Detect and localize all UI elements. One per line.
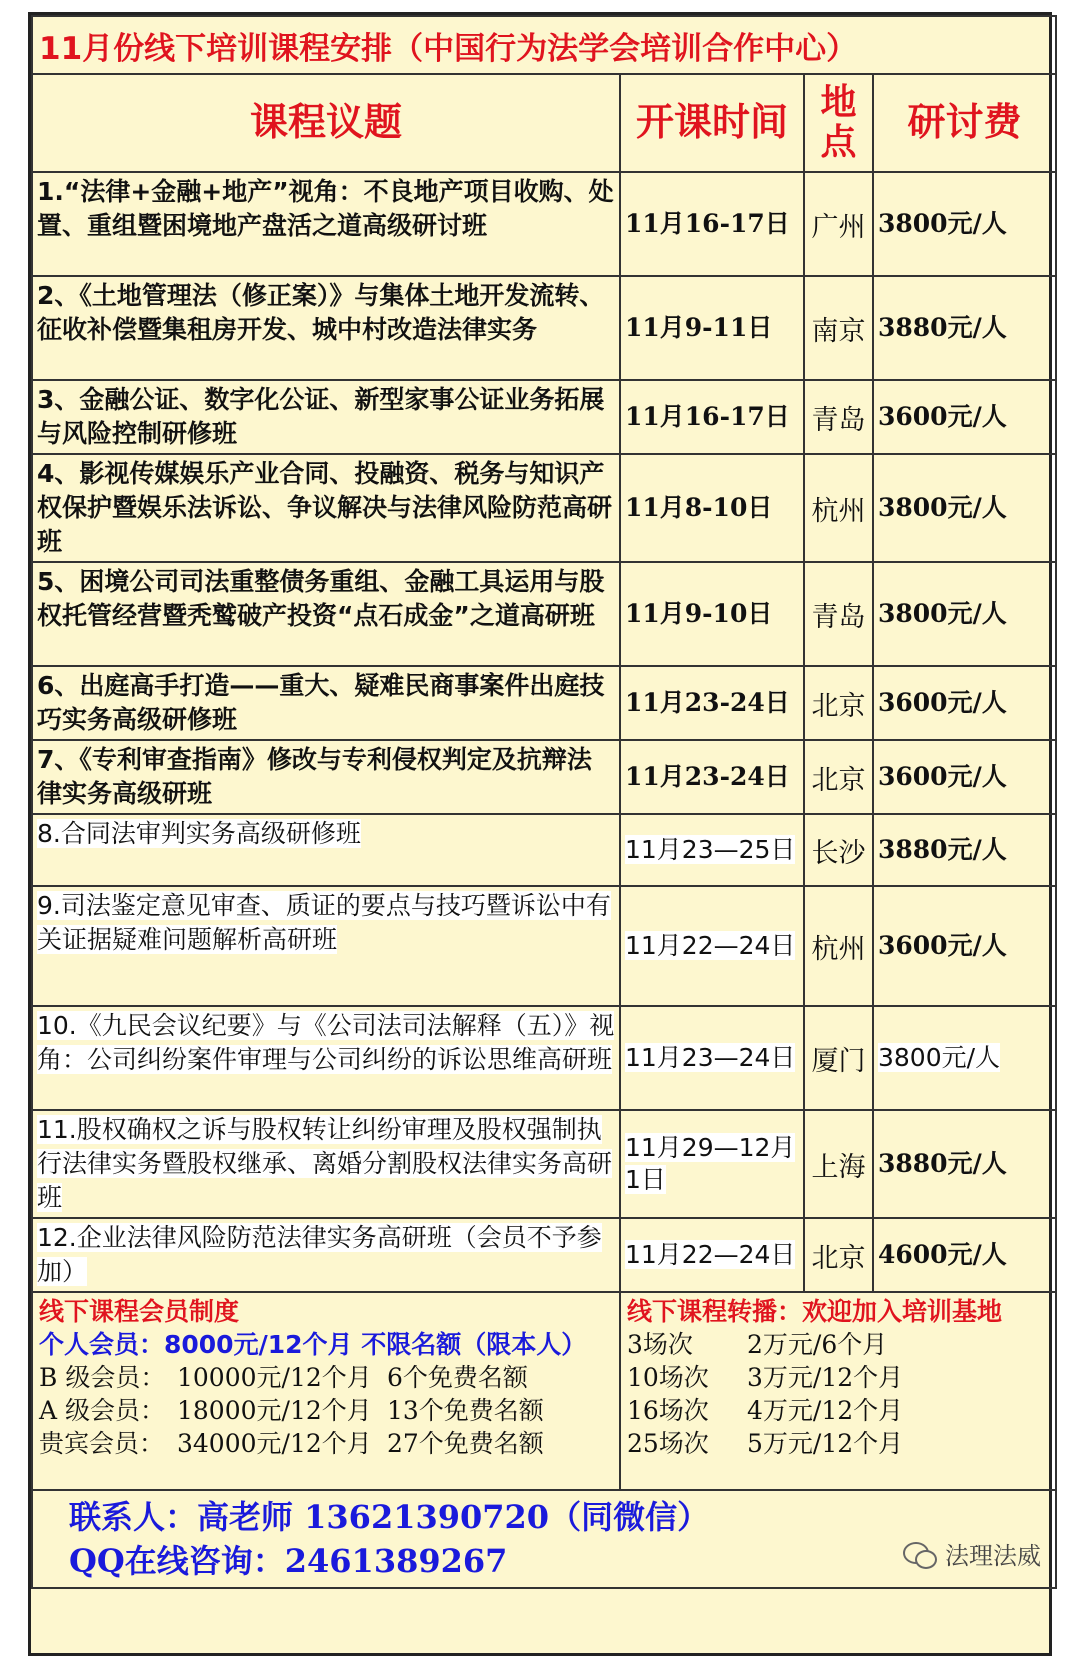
course-table	[31, 15, 1057, 1589]
relay-plan	[627, 1394, 1049, 1427]
table-row	[32, 814, 1056, 886]
course-city: 青岛	[804, 562, 873, 666]
tier-price: 18000元/12个月	[177, 1396, 372, 1425]
course-topic	[32, 1110, 620, 1218]
course-fee: 3880元/人	[873, 276, 1056, 380]
header-place-2: 点	[820, 122, 857, 163]
course-topic: 3、金融公证、数字化公证、新型家事公证业务拓展与风险控制研修班	[32, 380, 620, 454]
course-topic: 5、困境公司司法重整债务重组、金融工具运用与股权托管经营暨秃鹫破产投资“点石成金”之道高研班	[32, 562, 620, 666]
course-topic: 7、《专利审查指南》修改与专利侵权判定及抗辩法律实务高级研班	[32, 740, 620, 814]
course-date	[620, 1110, 804, 1218]
course-city: 厦门	[804, 1006, 873, 1110]
course-city: 广州	[804, 172, 873, 276]
tier-quota: 13个免费名额	[387, 1396, 544, 1425]
table-row	[32, 1218, 1056, 1292]
brand-mark	[903, 1536, 1041, 1571]
table-row	[32, 666, 1056, 740]
plan-price: 2万元/6个月	[747, 1330, 888, 1359]
course-fee: 3600元/人	[873, 886, 1056, 1006]
header-topic: 课程议题	[32, 74, 620, 172]
course-topic: 2、《土地管理法（修正案）》与集体土地开发流转、征收补偿暨集租房开发、城中村改造法律实务	[32, 276, 620, 380]
tier-name: A 级会员：	[39, 1396, 166, 1425]
table-row	[32, 454, 1056, 562]
course-schedule-sheet	[28, 12, 1052, 1656]
brand-name: 法理法威	[945, 1542, 1042, 1570]
course-fee: 3800元/人	[873, 172, 1056, 276]
course-fee: 3880元/人	[873, 814, 1056, 886]
relay-plan	[627, 1427, 1049, 1460]
course-city: 杭州	[804, 886, 873, 1006]
table-row	[32, 562, 1056, 666]
course-city: 北京	[804, 1218, 873, 1292]
course-date	[620, 1218, 804, 1292]
wechat-icon	[903, 1540, 937, 1568]
relay-title: 线下课程转播：欢迎加入培训基地	[627, 1297, 1003, 1326]
plan-price: 5万元/12个月	[747, 1429, 904, 1458]
course-city: 上海	[804, 1110, 873, 1218]
course-fee	[873, 1006, 1056, 1110]
course-date-text: 11月23—24日	[625, 1043, 796, 1072]
plan-sessions: 3场次	[627, 1330, 693, 1359]
tier-name: 贵宾会员：	[39, 1429, 165, 1458]
plan-sessions: 10场次	[627, 1363, 709, 1392]
course-date-text: 11月23—25日	[625, 835, 796, 864]
course-topic: 1.“法律+金融+地产”视角：不良地产项目收购、处置、重组暨困境地产盘活之道高级研讨班	[32, 172, 620, 276]
course-city: 北京	[804, 740, 873, 814]
course-date: 11月23-24日	[620, 740, 804, 814]
membership-panel	[32, 1292, 620, 1490]
course-date-text: 11月22—24日	[625, 1240, 796, 1269]
course-topic	[32, 814, 620, 886]
table-row	[32, 380, 1056, 454]
membership-personal: 个人会员：8000元/12个月 不限名额（限本人）	[39, 1330, 587, 1359]
course-topic-text: 10.《九民会议纪要》与《公司法司法解释（五）》视角：公司纠纷案件审理与公司纠纷的诉讼思维高研班	[37, 1011, 615, 1074]
course-topic-text: 11.股权确权之诉与股权转让纠纷审理及股权强制执行法律实务暨股权继承、离婚分割股权法律实务高研班	[37, 1115, 613, 1212]
course-date: 11月16-17日	[620, 172, 804, 276]
contact-panel	[32, 1490, 1056, 1588]
relay-panel	[620, 1292, 1056, 1490]
header-place	[804, 74, 873, 172]
contact-qq: QQ在线咨询：2461389267	[69, 1542, 508, 1580]
plan-sessions: 16场次	[627, 1396, 709, 1425]
course-fee: 3880元/人	[873, 1110, 1056, 1218]
header-time: 开课时间	[620, 74, 804, 172]
membership-tier	[39, 1361, 613, 1394]
course-city: 南京	[804, 276, 873, 380]
table-row	[32, 1006, 1056, 1110]
course-city: 长沙	[804, 814, 873, 886]
relay-plan	[627, 1328, 1049, 1361]
table-row	[32, 740, 1056, 814]
table-row	[32, 1110, 1056, 1218]
table-row	[32, 172, 1056, 276]
table-row	[32, 276, 1056, 380]
course-topic-text: 8.合同法审判实务高级研修班	[37, 819, 361, 848]
plan-price: 3万元/12个月	[747, 1363, 904, 1392]
course-topic-text: 12.企业法律风险防范法律实务高研班（会员不予参加）	[37, 1223, 602, 1286]
course-date	[620, 1006, 804, 1110]
table-row	[32, 886, 1056, 1006]
plan-sessions: 25场次	[627, 1429, 709, 1458]
course-date-text: 11月22—24日	[625, 931, 796, 960]
course-date	[620, 814, 804, 886]
tier-quota: 6个免费名额	[387, 1363, 528, 1392]
course-city: 青岛	[804, 380, 873, 454]
course-date: 11月9-10日	[620, 562, 804, 666]
tier-price: 10000元/12个月	[177, 1363, 372, 1392]
header-fee: 研讨费	[873, 74, 1056, 172]
course-topic-text: 9.司法鉴定意见审查、质证的要点与技巧暨诉讼中有关证据疑难问题解析高研班	[37, 891, 611, 954]
course-city: 杭州	[804, 454, 873, 562]
membership-tier	[39, 1394, 613, 1427]
course-date: 11月8-10日	[620, 454, 804, 562]
course-topic	[32, 1218, 620, 1292]
course-topic	[32, 1006, 620, 1110]
course-city: 北京	[804, 666, 873, 740]
course-date: 11月16-17日	[620, 380, 804, 454]
plan-price: 4万元/12个月	[747, 1396, 904, 1425]
header-place-1: 地	[820, 82, 857, 124]
membership-tier	[39, 1427, 613, 1460]
course-fee: 3600元/人	[873, 740, 1056, 814]
course-topic: 4、影视传媒娱乐产业合同、投融资、税务与知识产权保护暨娱乐法诉讼、争议解决与法律风险防范高研班	[32, 454, 620, 562]
course-topic	[32, 886, 620, 1006]
course-date	[620, 886, 804, 1006]
course-date-text: 11月29—12月1日	[625, 1133, 796, 1194]
page-title: 11月份线下培训课程安排（中国行为法学会培训合作中心）	[32, 16, 1056, 74]
course-fee: 3600元/人	[873, 666, 1056, 740]
course-fee: 4600元/人	[873, 1218, 1056, 1292]
info-row	[32, 1292, 1056, 1490]
membership-title: 线下课程会员制度	[39, 1297, 240, 1326]
course-fee: 3800元/人	[873, 562, 1056, 666]
course-date: 11月9-11日	[620, 276, 804, 380]
course-fee: 3800元/人	[873, 454, 1056, 562]
tier-price: 34000元/12个月	[177, 1429, 372, 1458]
relay-plan	[627, 1361, 1049, 1394]
tier-name: B 级会员：	[39, 1363, 166, 1392]
course-date: 11月23-24日	[620, 666, 804, 740]
course-topic: 6、出庭高手打造——重大、疑难民商事案件出庭技巧实务高级研修班	[32, 666, 620, 740]
course-fee: 3600元/人	[873, 380, 1056, 454]
course-fee-text: 3800元/人	[878, 1043, 1001, 1072]
contact-person: 联系人：高老师 13621390720（同微信）	[69, 1498, 710, 1536]
tier-quota: 27个免费名额	[387, 1429, 544, 1458]
